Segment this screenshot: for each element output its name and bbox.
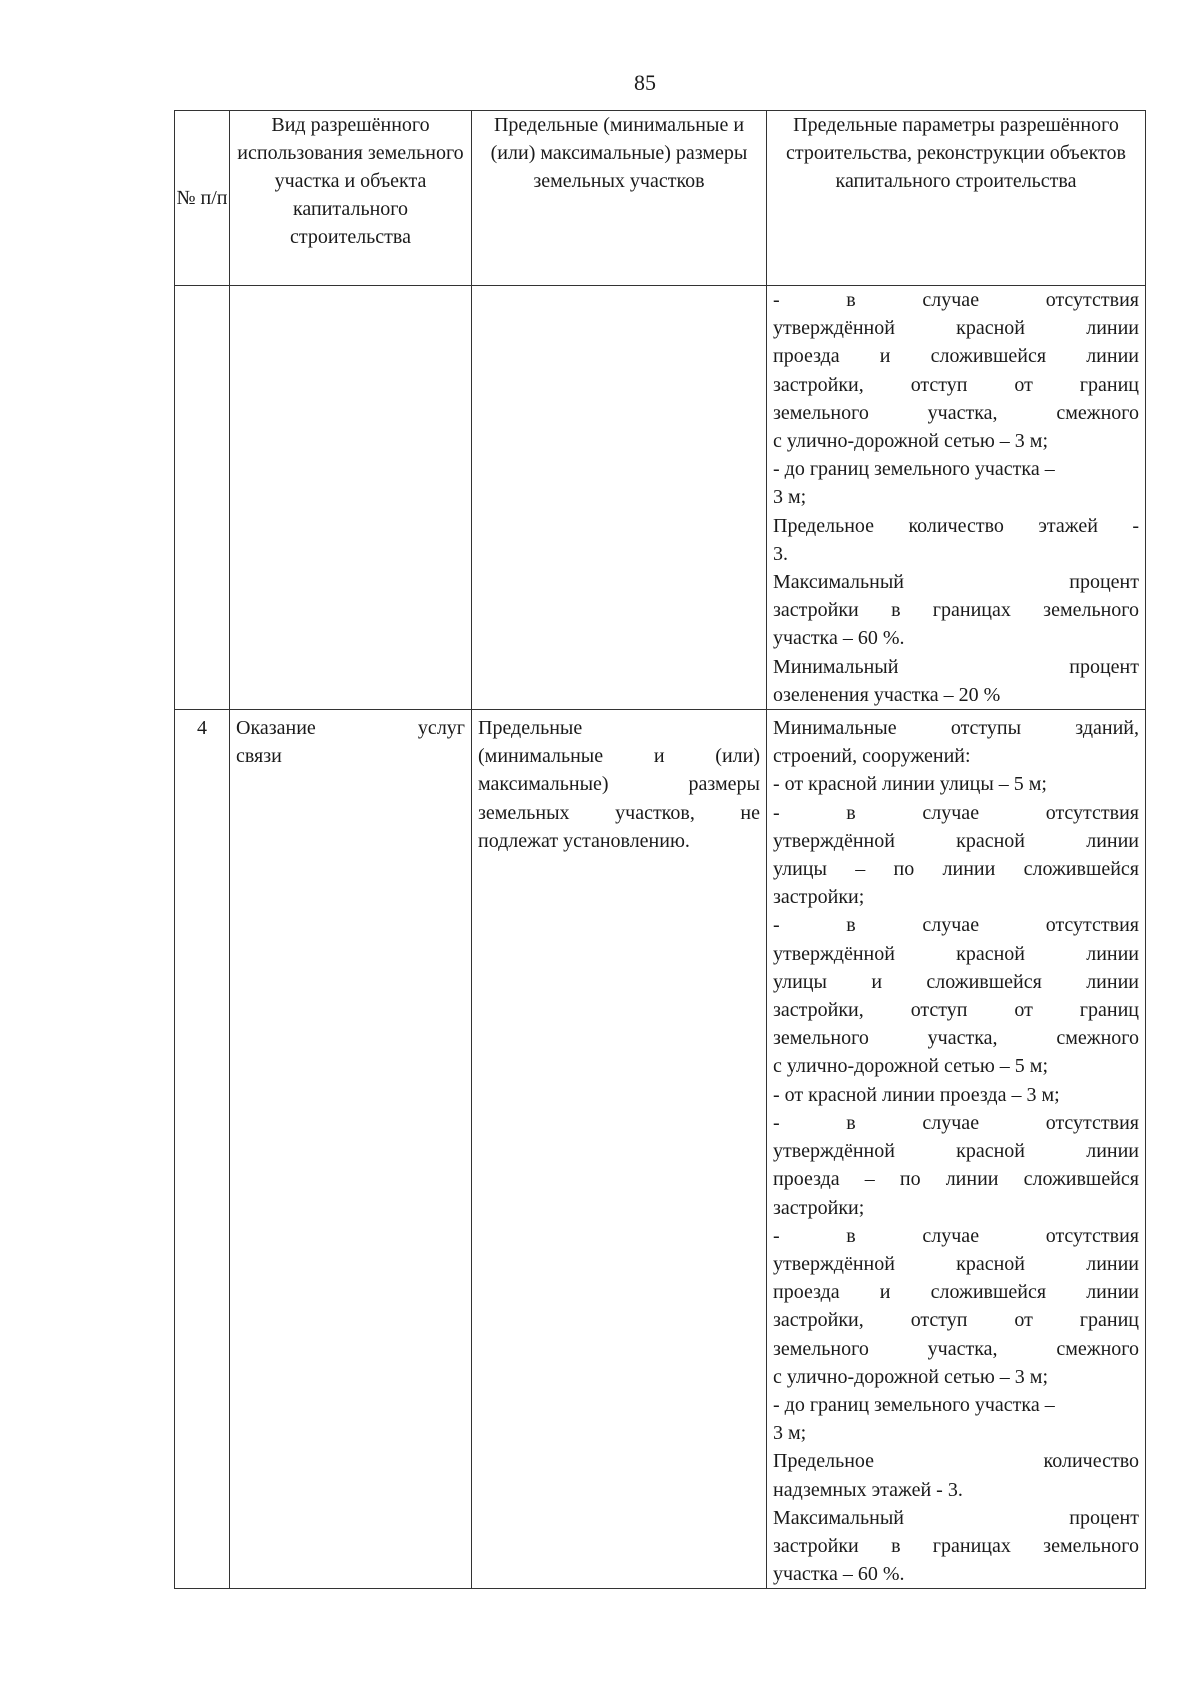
text-line: Минимальные отступы зданий, <box>773 717 1139 740</box>
text-line: с улично-дорожной сетью – 3 м; <box>773 430 1049 453</box>
text-line: Предельные <box>478 717 583 740</box>
text-line: Максимальный процент <box>773 1506 1139 1529</box>
text-line: 3 м; <box>773 486 807 509</box>
text-line: утверждённой красной линии <box>773 1140 1139 1163</box>
table-row <box>175 710 1146 1589</box>
text-line: - до границ земельного участка – <box>773 458 1055 481</box>
text-line: застройки, отступ от границ <box>773 1309 1139 1332</box>
text-line: Оказание услуг <box>236 717 465 740</box>
text-line: проезда – по линии сложившейся <box>773 1168 1139 1191</box>
text-line: улицы и сложившейся линии <box>773 970 1139 993</box>
plot-sizes-cell <box>472 710 767 1589</box>
text-line: - в случае отсутствия <box>773 914 1139 937</box>
text-line: застройки, отступ от границ <box>773 373 1139 396</box>
text-line: земельных участков, не <box>478 801 760 824</box>
use-type-cell <box>230 286 472 710</box>
table-header-row <box>175 111 1146 286</box>
header-params: Предельные параметры разрешённого строительства, реконструкции объектов капитального строительства <box>767 111 1146 286</box>
table-row <box>175 286 1146 710</box>
text-line: Предельное количество <box>773 1450 1139 1473</box>
text-line: улицы – по линии сложившейся <box>773 858 1139 881</box>
row-num-cell <box>175 286 230 710</box>
text-line: связи <box>236 745 282 768</box>
text-line: - в случае отсутствия <box>773 1111 1139 1134</box>
text-line: утверждённой красной линии <box>773 829 1139 852</box>
use-type-text <box>236 714 465 770</box>
text-line: участка – 60 %. <box>773 627 905 650</box>
text-line: утверждённой красной линии <box>773 317 1139 340</box>
text-line: 3. <box>773 542 788 565</box>
text-line: утверждённой красной линии <box>773 1252 1139 1275</box>
regulations-table <box>174 110 1146 1589</box>
text-line: (минимальные и (или) <box>478 745 760 768</box>
use-type-cell <box>230 710 472 1589</box>
text-line: озеленения участка – 20 % <box>773 683 1001 706</box>
plot-sizes-text <box>478 714 760 855</box>
params-text <box>773 286 1139 709</box>
text-line: Предельное количество этажей - <box>773 514 1139 537</box>
text-line: - до границ земельного участка – <box>773 1393 1055 1416</box>
text-line: надземных этажей - 3. <box>773 1478 963 1501</box>
page-number: 85 <box>634 70 656 95</box>
text-line: - от красной линии улицы – 5 м; <box>773 773 1047 796</box>
text-line: земельного участка, смежного <box>773 1027 1139 1050</box>
text-line: земельного участка, смежного <box>773 401 1139 424</box>
text-line: застройки, отступ от границ <box>773 999 1139 1022</box>
text-line: застройки; <box>773 886 865 909</box>
text-line: земельного участка, смежного <box>773 1337 1139 1360</box>
params-text <box>773 714 1139 1588</box>
text-line: Минимальный процент <box>773 655 1139 678</box>
text-line: максимальные) размеры <box>478 773 760 796</box>
text-line: строений, сооружений: <box>773 745 971 768</box>
text-line: - в случае отсутствия <box>773 289 1139 311</box>
text-line: - от красной линии проезда – 3 м; <box>773 1083 1060 1106</box>
text-line: застройки в границах земельного <box>773 599 1139 622</box>
text-line: с улично-дорожной сетью – 3 м; <box>773 1365 1049 1388</box>
header-plot-sizes: Предельные (минимальные и (или) максимальные) размеры земельных участков <box>472 111 767 286</box>
plot-sizes-cell <box>472 286 767 710</box>
text-line: проезда и сложившейся линии <box>773 1281 1139 1304</box>
text-line: проезда и сложившейся линии <box>773 345 1139 368</box>
text-line: участка – 60 %. <box>773 1563 905 1586</box>
text-line: 3 м; <box>773 1422 807 1445</box>
text-line: - в случае отсутствия <box>773 1224 1139 1247</box>
header-use-type: Вид разрешённого использования земельного участка и объекта капитального строительства <box>230 111 472 286</box>
text-line: подлежат установлению. <box>478 829 690 852</box>
text-line: застройки; <box>773 1196 865 1219</box>
text-line: - в случае отсутствия <box>773 801 1139 824</box>
header-num: № п/п <box>175 111 230 286</box>
text-line: с улично-дорожной сетью – 5 м; <box>773 1055 1049 1078</box>
params-cell <box>767 710 1146 1589</box>
params-cell <box>767 286 1146 710</box>
text-line: утверждённой красной линии <box>773 942 1139 965</box>
text-line: застройки в границах земельного <box>773 1534 1139 1557</box>
text-line: Максимальный процент <box>773 571 1139 594</box>
row-num-cell: 4 <box>175 710 230 1589</box>
